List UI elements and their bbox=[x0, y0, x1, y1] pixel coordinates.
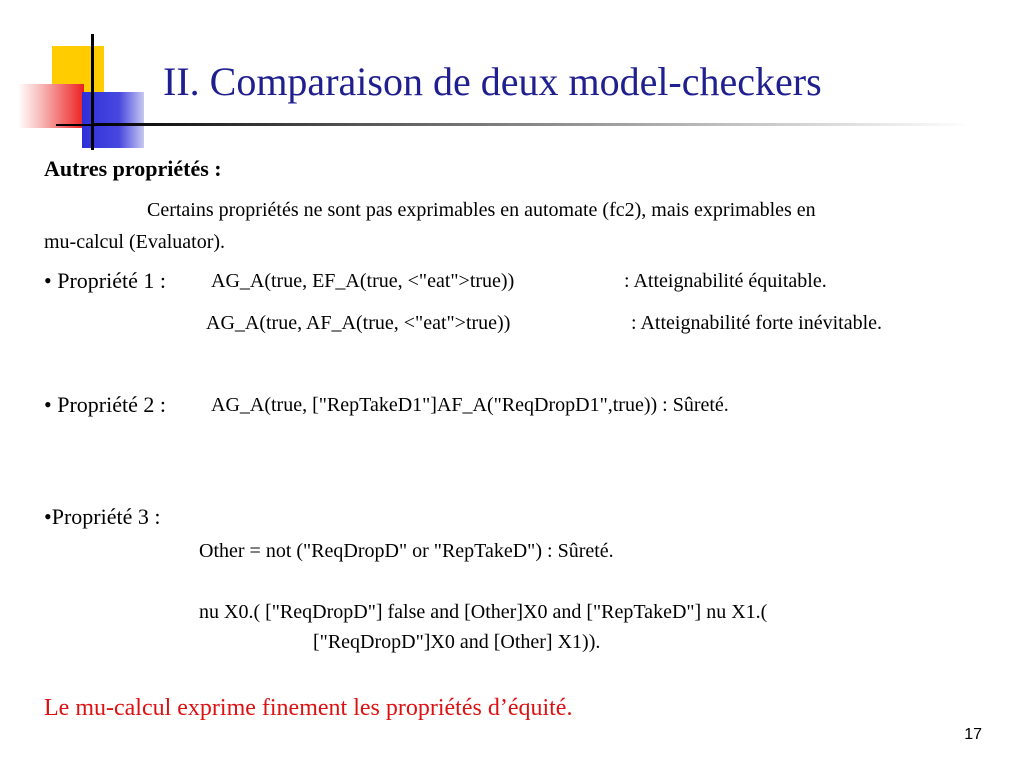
property-2-formula: AG_A(true, ["RepTakeD1"]AF_A("ReqDropD1",true)) : Sûreté. bbox=[211, 394, 729, 416]
property-3-line-3: ["ReqDropD"]X0 and [Other] X1)). bbox=[313, 631, 601, 653]
property-1-description-1: : Atteignabilité équitable. bbox=[624, 270, 827, 292]
property-1-formula-1: AG_A(true, EF_A(true, <"eat">true)) bbox=[211, 270, 515, 292]
property-3-line-2: nu X0.( ["ReqDropD"] false and [Other]X0 and ["RepTakeD"] nu X1.( bbox=[199, 601, 768, 623]
property-1-label: • Propriété 1 : bbox=[44, 268, 166, 293]
logo-red-square bbox=[18, 84, 84, 128]
property-1-formula-2: AG_A(true, AF_A(true, <"eat">true)) bbox=[206, 312, 511, 334]
logo-vertical-line bbox=[91, 34, 94, 150]
slide-logo-decoration bbox=[0, 0, 160, 160]
logo-horizontal-line bbox=[56, 124, 92, 126]
property-3-line-1: Other = not ("ReqDropD" or "RepTakeD") : Sûreté. bbox=[199, 540, 614, 562]
title-underline-rule bbox=[92, 123, 972, 126]
property-2-label: • Propriété 2 : bbox=[44, 392, 166, 417]
slide-title: II. Comparaison de deux model-checkers bbox=[163, 59, 822, 104]
intro-text-line-2: mu-calcul (Evaluator). bbox=[44, 231, 226, 253]
page-number: 17 bbox=[964, 726, 982, 743]
property-1-description-2: : Atteignabilité forte inévitable. bbox=[631, 312, 883, 334]
property-3-label: •Propriété 3 : bbox=[44, 504, 161, 529]
section-heading: Autres propriétés : bbox=[44, 156, 222, 181]
conclusion-text: Le mu-calcul exprime finement les propriétés d’équité. bbox=[44, 695, 573, 721]
intro-text-line-1: Certains propriétés ne sont pas exprimables en automate (fc2), mais exprimables en bbox=[147, 199, 816, 221]
